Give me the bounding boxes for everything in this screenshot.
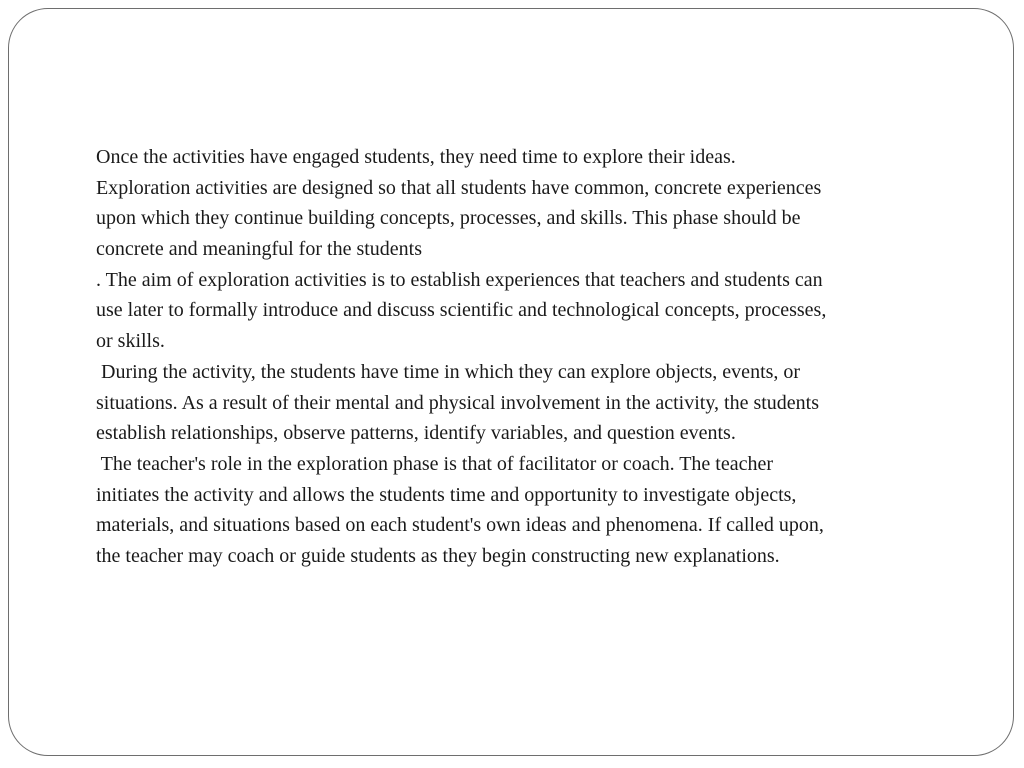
text-line: Exploration activities are designed so that all students have common, concrete experiences xyxy=(96,176,822,199)
text-line: use later to formally introduce and discuss scientific and technological concepts, processes, xyxy=(96,299,827,322)
text-line: concrete and meaningful for the students xyxy=(96,238,422,261)
slide-body-text xyxy=(96,142,956,572)
text-line: or skills. xyxy=(96,330,165,353)
text-line: upon which they continue building concepts, processes, and skills. This phase should be xyxy=(96,207,801,230)
text-line: situations. As a result of their mental and physical involvement in the activity, the students xyxy=(96,391,820,414)
text-line: establish relationships, observe patterns, identify variables, and question events. xyxy=(96,422,736,445)
text-line: Once the activities have engaged students, they need time to explore their ideas. xyxy=(96,146,736,168)
text-line: the teacher may coach or guide students as they begin constructing new explanations. xyxy=(96,544,780,567)
text-line: During the activity, the students have time in which they can explore objects, events, or xyxy=(96,360,801,383)
text-line: The teacher's role in the exploration phase is that of facilitator or coach. The teacher xyxy=(96,452,774,475)
text-line: initiates the activity and allows the students time and opportunity to investigate objects, xyxy=(96,483,797,506)
text-line: . The aim of exploration activities is to establish experiences that teachers and students can xyxy=(96,268,823,291)
text-line: materials, and situations based on each student's own ideas and phenomena. If called upon, xyxy=(96,514,824,537)
